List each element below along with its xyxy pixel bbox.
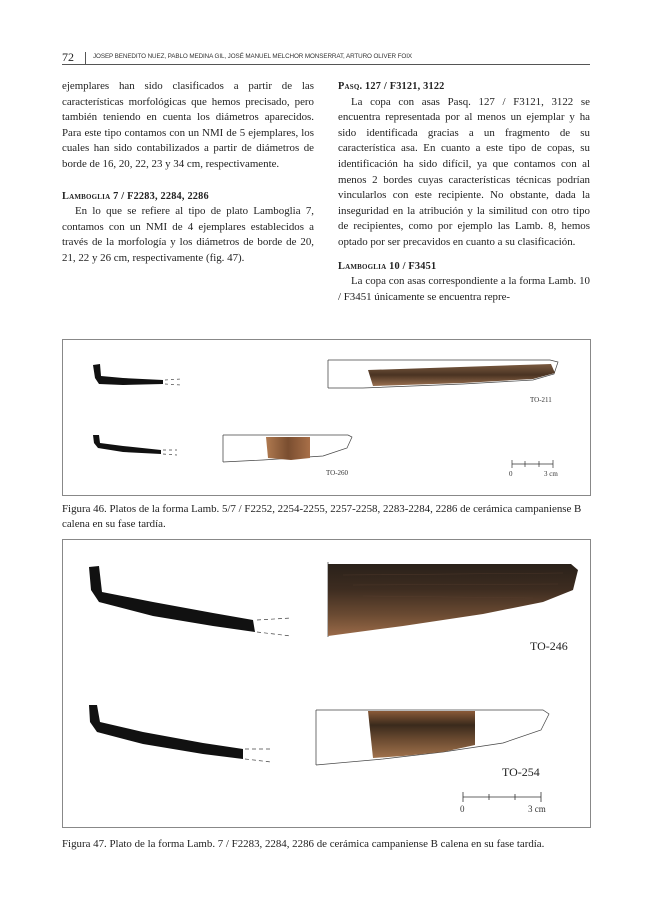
figure-47 (62, 539, 591, 828)
svg-text:0: 0 (460, 804, 465, 814)
sherd-photo-bottom (368, 711, 475, 758)
profile-section-bottom (93, 435, 161, 454)
left-paragraph-2: En lo que se refiere al tipo de plato Lamboglia 7, contamos con un NMI de 4 ejemplares establecidos a través de la morfología y los diámetros de borde de 20, 21, 22 y 26 cm, respectivamente (fig. 47). (62, 205, 314, 264)
svg-text:3 cm: 3 cm (528, 804, 546, 814)
svg-text:3 cm: 3 cm (544, 470, 558, 478)
figure-46-drawing (63, 340, 590, 495)
svg-text:0: 0 (509, 470, 513, 478)
running-header (62, 52, 590, 65)
scale-bar-47 (460, 792, 546, 814)
label-to211: TO-211 (530, 396, 552, 404)
label-to260: TO-260 (326, 469, 349, 477)
profile-dash-top (257, 618, 291, 636)
header-separator (85, 52, 86, 64)
sherd-photo-bottom (266, 437, 310, 460)
page-number: 72 (62, 50, 74, 64)
sherd-photo-top (368, 364, 555, 386)
profile-dash-bottom (163, 450, 177, 455)
profile-dash-bottom (245, 749, 271, 762)
figure-47-caption: Figura 47. Plato de la forma Lamb. 7 / F2283, 2284, 2286 de cerámica campaniense B calena en su fase tardía. (62, 838, 545, 850)
running-head-authors: JOSEP BENEDITO NUEZ, PABLO MEDINA GIL, JOSÉ MANUEL MELCHOR MONSERRAT, ARTURO OLIVER FOIX (93, 53, 412, 60)
right-paragraph-1: La copa con asas Pasq. 127 / F3121, 3122 se encuentra representada por al menos un ejemplar y ha sido identificada gracias a un fragmento de su característica asa. En cuanto a este tipo de copas, su identificación ha sido difícil, ya que contamos con al menos 2 bordes cuyas características técnicas podrían vincularlos con este recipiente. No obstante, dada la inseguridad en la atribución y la similitud con otro tipo de recipientes, como por ejemplo las Lamb. 8, hemos optado por ser precavidos en cuanto a su clasificación. (338, 95, 590, 248)
profile-section-bottom (89, 705, 243, 759)
scale-bar-46 (509, 460, 558, 478)
profile-dash-top (165, 379, 181, 385)
left-paragraph-1: ejemplares han sido clasificados a partir de las características morfológicas que hemos precisado, pero también teniendo en cuenta los diámetros aparecidos. Para este tipo contamos con un NMI de 5 ejemplares, los cuales han sido contabilizados a partir de diámetros de borde de 16, 20, 22, 23 y 34 cm, respectivamente. (62, 80, 314, 170)
profile-section-top (93, 364, 163, 385)
profile-section-top (89, 566, 255, 632)
figure-46 (62, 339, 591, 496)
section-heading-lamb10: Lamboglia 10 / F3451 (338, 260, 437, 272)
section-heading-lamb7: Lamboglia 7 / F2283, 2284, 2286 (62, 190, 209, 202)
figure-47-drawing (63, 540, 590, 827)
section-heading-pasq127: Pasq. 127 / F3121, 3122 (338, 81, 445, 92)
right-column (338, 79, 590, 305)
right-paragraph-2: La copa con asas correspondiente a la forma Lamb. 10 / F3451 únicamente se encuentra repre- (338, 275, 590, 303)
label-to246: TO-246 (530, 639, 568, 653)
figure-46-caption: Figura 46. Platos de la forma Lamb. 5/7 / F2252, 2254-2255, 2257-2258, 2283-2284, 2286 de cerámica campaniense B calena en su fase tardía. (62, 503, 582, 530)
label-to254: TO-254 (502, 765, 540, 779)
left-column (62, 79, 314, 267)
